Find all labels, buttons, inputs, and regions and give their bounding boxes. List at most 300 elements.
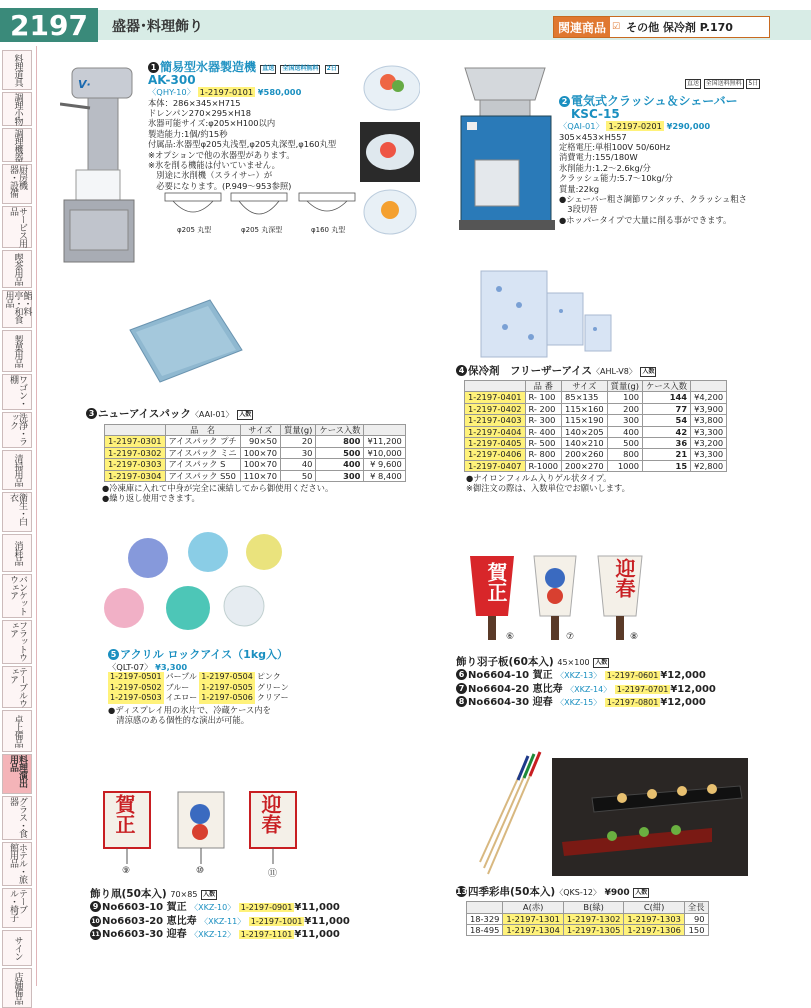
sidebar-tab[interactable]: 店舗備品 [2,968,32,1008]
spec-line: ●ホッパータイプで大量に削る事ができます。 [559,214,732,225]
table-cell: 200×260 [562,449,608,460]
hagoita-text: 賀正 [484,562,508,602]
price: ¥3,300 [155,661,188,672]
list-item [90,915,410,929]
column-header: サイズ [240,425,280,436]
table-cell: 400 [316,459,364,470]
jan-code: 1-2197-0201 [608,121,662,132]
sidebar-tab[interactable]: サイン [2,930,32,966]
table-cell: 1-2197-1301 [503,913,564,924]
table-cell: 1-2197-0302 [105,447,166,458]
column-header: C(紺) [624,902,685,913]
item-label: ⑪ [268,869,278,879]
size: 45×100 [557,658,590,667]
table-row [108,683,291,694]
table-cell: 1-2197-0301 [105,436,166,447]
spec-line: ※氷を削る機能は付いていません。 [148,159,280,170]
table-cell: 1-2197-0502 [110,682,162,692]
table-cell: R- 100 [525,392,562,403]
hagoita-image [470,552,670,642]
sidebar-tab[interactable]: 鮨・料亭・和食用品 [2,290,32,328]
column-header [105,425,166,436]
product-code: 〈QAI-01〉 [559,121,604,132]
lead-time-tag: 5日 [748,80,759,87]
table-cell: 1-2197-0405 [465,437,526,448]
table-cell: 110×70 [240,470,280,481]
spec-line: 氷削能力:1.2〜2.6kg/分 [559,162,651,173]
quantity-badge: 入数 [635,889,648,896]
item-label: ⑦ [566,632,575,642]
column-header: B(緑) [563,902,624,913]
table-cell: 18-495 [467,924,503,935]
price: ¥580,000 [257,87,302,98]
hagoita-section [456,656,776,710]
spec-line: 305×453×H557 [559,131,627,142]
related-label: 関連商品 [554,17,610,37]
svg-text:V·: V· [78,78,91,91]
table-cell: 21 [643,449,691,460]
table-cell: R- 500 [525,437,562,448]
table-cell: 90×50 [240,436,280,447]
jan-code: 1-2197-0901 [240,903,293,913]
table-cell: R- 300 [525,415,562,426]
table-cell: 1-2197-0403 [465,415,526,426]
table-cell: アイスパック ミニ [165,447,240,458]
list-item [90,901,410,915]
table-cell: ¥4,200 [691,392,727,403]
column-header: 全長 [684,902,708,913]
list-item [456,683,776,697]
table-row [467,924,709,935]
price: ¥11,000 [294,902,340,914]
mold-diagram [163,187,363,235]
table-cell: 1-2197-0402 [465,403,526,414]
free-shipping-tag: 全国送料無料 [282,65,319,72]
table-cell: ¥3,300 [691,426,727,437]
product-number-badge: 3 [86,408,97,419]
product-3 [86,408,402,504]
product-code: 〈AAI-01〉 [190,410,234,419]
product-code: 〈AHL-V8〉 [592,367,637,376]
table-cell: 144 [643,392,691,403]
related-products-link[interactable] [553,16,770,38]
quantity-badge: 入数 [642,368,655,375]
sidebar-tab[interactable]: テーブルウェア [2,666,32,708]
product-name: アクリル ロックアイス（1kg入） [120,648,289,661]
column-header: サイズ [562,381,608,392]
product-2 [559,78,759,225]
lead-time-tag: 2日 [326,65,337,72]
note-line: ●ディスプレイ用の氷片で、冷蔵ケース内を [108,704,271,715]
column-header: 質量(g) [281,425,316,436]
price: ¥11,000 [294,929,340,941]
kite-list [90,901,410,942]
note-line: ●ナイロンフィルム入りゲル状タイプ。 [466,473,612,483]
product-number-badge: 13 [456,887,468,896]
jan-code: 1-2197-0701 [616,684,669,694]
sidebar-tab[interactable]: 調理機器 [2,128,32,162]
spec-line: ●シェーバー粗さ調節ワンタッチ、クラッシュ粗さ [559,193,747,204]
table-cell: ¥3,300 [691,449,727,460]
column-header: 品 番 [525,381,562,392]
table-cell: ¥3,200 [691,437,727,448]
product-name: 四季彩串(50本入) [468,886,556,898]
jan-code: 1-2197-0601 [606,671,659,681]
check-icon: ☑ [612,22,621,32]
rock-ice-image [98,528,298,638]
table-cell: ¥11,200 [364,436,405,447]
model: No6603-20 [102,915,164,927]
table-cell: 100×70 [240,447,280,458]
notes [108,705,348,726]
size: 70×85 [170,890,198,899]
table-cell: アイスパック S50 [165,470,240,481]
mold-label: φ160 丸型 [311,226,346,234]
table-cell: 1-2197-0504 [201,672,253,682]
spec-line: 必要になります。(P.949〜953参照) [148,180,292,191]
table-cell: アイスパック S [165,459,240,470]
table-cell: ピンク [256,672,281,682]
product-code: 〈XKZ-13〉 [556,671,602,681]
table-cell: 100×70 [240,459,280,470]
spec-line: 付属品:氷器型φ205丸浅型,φ205丸深型,φ160丸型 [148,139,337,150]
note-line: ●繰り返し使用できます。 [102,493,200,504]
kite-image [100,790,300,880]
quantity-badge: 入数 [203,891,216,898]
kite-text: 迎春 [258,794,282,834]
column-header [465,381,526,392]
table-row [467,913,709,924]
direct-ship-tag: 直送 [262,65,275,72]
section-title: 盛器･料理飾り [112,19,203,35]
product-code: 〈QKS-12〉 [555,888,601,897]
freezer-ice-image [475,265,615,365]
table-cell: 1-2197-0501 [110,672,162,682]
model: No6604-30 [468,697,530,709]
model: No6603-10 [102,902,164,914]
hagoita-text: 迎春 [612,558,636,598]
jan-code: 1-2197-1001 [250,916,303,926]
product-number-badge: 5 [108,649,119,660]
notes [466,473,766,494]
product-model: KSC-15 [571,107,620,122]
table-row [465,449,727,460]
product-code: 〈QLT-07〉 [108,661,153,672]
quantity-badge: 入数 [595,659,608,666]
sidebar-tab[interactable]: フラットウェア [2,620,32,664]
category-sidebar [0,46,34,1004]
column-header [364,425,405,436]
table-cell: 1-2197-1305 [563,924,624,935]
table-cell: 1-2197-0401 [465,392,526,403]
table-cell: 42 [643,426,691,437]
table-cell: 20 [281,436,316,447]
table-cell: クリアー [256,693,289,703]
column-header: ケース入数 [643,381,691,392]
table-row [465,460,727,471]
free-shipping-tag: 全国送料無料 [705,80,742,87]
table-cell: 40 [281,459,316,470]
mold-label: φ205 丸深型 [241,226,283,234]
skewer-dish-photo [552,758,748,876]
table-row [105,470,406,481]
product-1 [148,61,360,191]
column-header: A(赤) [503,902,564,913]
product-model: AK-300 [148,73,196,88]
spec-line: 3段切替 [559,204,598,215]
table-cell: 18-329 [467,913,503,924]
table-cell: 200×270 [562,460,608,471]
model: No6603-30 [102,929,164,941]
ice-shaver-image [455,60,560,235]
sidebar-tab[interactable]: 卓上備品 [2,710,32,752]
table-cell: 1-2197-0406 [465,449,526,460]
note-line: 清涼感のある個性的な演出が可能。 [108,714,250,725]
table-cell: 300 [607,415,642,426]
spec-line: 別途に氷削機（スライサー）が [148,170,273,181]
item-name: 賀正 [166,902,187,914]
table-cell: 50 [281,470,316,481]
price: ¥900 [604,888,630,898]
item-name: 迎春 [532,697,553,709]
table-cell: 800 [316,436,364,447]
note-line: ※御注文の際は、入数単位でお願いします。 [466,483,630,494]
table-cell: 115×190 [562,415,608,426]
table-cell: ブルー [165,682,190,692]
table-cell: 1-2197-1303 [624,913,685,924]
product-code: 〈XKZ-11〉 [200,916,246,926]
table-cell: 1-2197-0505 [201,682,253,692]
spec-line: 質量:22kg [559,183,600,194]
product-5 [108,648,348,725]
item-label: ⑥ [506,632,515,642]
product-code: 〈XKZ-10〉 [190,903,236,913]
mold-label: φ205 丸型 [177,226,212,234]
product-number-badge: 11 [91,931,100,939]
table-cell: 1-2197-1304 [503,924,564,935]
product-5-table [108,672,291,704]
item-label: ⑨ [122,866,131,876]
sidebar-tab[interactable]: 厨房機器・設備 [2,164,32,204]
price: ¥12,000 [660,697,706,709]
product-number-badge: 4 [456,365,467,376]
product-3-table [104,424,406,482]
product-name: 簡易型氷器製造機 [160,60,257,74]
sidebar-tab[interactable]: 消耗品 [2,534,32,572]
related-text: その他 保冷剤 P.170 [626,21,733,34]
sidebar-tab[interactable]: ワゴン・棚 [2,374,32,410]
jan-code: 1-2197-0801 [606,698,659,708]
item-name: 恵比寿 [532,683,563,695]
sidebar-tab[interactable]: テーブル・椅子 [2,888,32,928]
spec-line: 消費電力:155/180W [559,152,638,163]
spec-line: ドレンパン270×295×H18 [148,108,252,119]
product-13-table [466,901,709,936]
sidebar-tab[interactable]: 調理小物 [2,92,32,126]
table-cell: 54 [643,415,691,426]
column-header [691,381,727,392]
product-number-badge: 7 [456,683,467,694]
spec-list [148,98,360,191]
list-item [456,696,776,710]
column-header: 品 名 [165,425,240,436]
sidebar-tab[interactable]: 料理道具 [2,50,32,90]
table-row [105,436,406,447]
product-number-badge: 10 [91,917,100,925]
kite-text: 賀正 [112,794,136,834]
sidebar-tab[interactable]: グラス・食器 [2,796,32,840]
table-cell: 77 [643,403,691,414]
spec-list [559,132,759,225]
price: ¥290,000 [666,121,711,132]
spec-line: ※オプションで他の氷器型があります。 [148,149,295,160]
column-header: ケース入数 [316,425,364,436]
table-cell: ¥3,900 [691,403,727,414]
table-cell: 85×135 [562,392,608,403]
item-name: 賀正 [532,670,553,682]
list-item [90,928,410,942]
table-cell: 90 [684,913,708,924]
product-number-badge: 8 [456,696,467,707]
table-row [108,693,291,704]
hagoita-list [456,669,776,710]
spec-line: クラッシュ能力:5.7〜10kg/分 [559,173,673,184]
table-cell: R- 400 [525,426,562,437]
table-cell: R- 200 [525,403,562,414]
page-number: 2197 [0,8,98,42]
table-row [465,415,727,426]
price: ¥11,000 [304,915,350,927]
table-cell: R-1000 [525,460,562,471]
ice-mold-machine-image [60,60,150,270]
model: No6604-20 [468,683,530,695]
price: ¥12,000 [660,670,706,682]
table-cell: アイスパック プチ [165,436,240,447]
product-13 [456,886,776,936]
column-header: 質量(g) [607,381,642,392]
table-cell: 115×160 [562,403,608,414]
product-name: 電気式クラッシュ＆シェーバー [571,94,738,108]
kite-section [90,888,410,942]
product-name: ニューアイスパック [98,408,191,420]
product-name: 保冷剤 フリーザーアイス [468,365,593,377]
sidebar-tab[interactable]: 衛生・白衣 [2,492,32,532]
section-name: 飾り羽子板(60本入) [456,656,554,668]
table-cell: 1000 [607,460,642,471]
product-4 [456,365,766,494]
section-name: 飾り凧(50本入) [90,888,167,900]
sidebar-tab[interactable]: 喫茶用品 [2,250,32,288]
sidebar-tab[interactable]: 清掃用品 [2,450,32,490]
model: No6604-10 [468,670,530,682]
spec-line: 本体：286×345×H715 [148,97,241,108]
note-line: ●冷凍庫に入れて中身が完全に凍結してから御使用ください。 [102,482,334,493]
table-cell: パープル [165,672,197,682]
table-cell: 1-2197-0407 [465,460,526,471]
jan-code: 1-2197-0101 [199,87,254,98]
table-cell: 500 [316,447,364,458]
table-cell: ¥3,800 [691,415,727,426]
page-header [0,0,811,44]
quantity-badge: 入数 [239,411,252,418]
product-number-badge: 6 [456,669,467,680]
product-code: 〈QHY-10〉 [148,87,195,98]
table-cell: ¥2,800 [691,460,727,471]
table-cell: グリーン [256,682,289,692]
product-code: 〈XKZ-12〉 [190,930,236,940]
table-row [465,392,727,403]
table-cell: 1-2197-0506 [201,693,253,703]
product-4-table [464,380,727,472]
table-cell: 1-2197-1306 [624,924,685,935]
table-row [465,426,727,437]
product-number-badge: 1 [148,62,159,73]
sidebar-tab[interactable]: 料理演出用品 [2,754,32,794]
skewer-image [478,748,548,878]
table-cell: 15 [643,460,691,471]
notes [102,483,386,504]
spec-line: 製造能力:1個/約15秒 [148,128,228,139]
direct-ship-tag: 直送 [687,80,700,87]
product-code: 〈XKZ-15〉 [556,698,602,708]
table-cell: 400 [607,426,642,437]
sidebar-tab[interactable]: ホテル・旅館用品 [2,842,32,886]
table-cell: ¥ 8,400 [364,470,405,481]
item-label: ⑩ [196,866,205,876]
sidebar-tab[interactable]: バンケットウェア [2,574,32,618]
table-row [105,447,406,458]
table-cell: イエロー [165,693,198,703]
table-cell: 140×210 [562,437,608,448]
sidebar-divider [36,46,37,986]
product-number-badge: 2 [559,96,570,107]
column-header [467,902,503,913]
table-cell: 1-2197-0404 [465,426,526,437]
table-cell: 200 [607,403,642,414]
table-cell: ¥10,000 [364,447,405,458]
spec-line: 定格電圧:単相100V 50/60Hz [559,142,671,153]
table-cell: 500 [607,437,642,448]
table-cell: 1-2197-0304 [105,470,166,481]
table-cell: 1-2197-0503 [110,693,162,703]
table-cell: ¥ 9,600 [364,459,405,470]
product-code: 〈XKZ-14〉 [566,684,612,694]
table-cell: 1-2197-0303 [105,459,166,470]
table-row [108,672,291,683]
table-cell: 800 [607,449,642,460]
jan-code: 1-2197-1101 [240,930,293,940]
table-cell: 150 [684,924,708,935]
table-cell: R- 800 [525,449,562,460]
item-label: ⑧ [630,632,639,642]
ice-pack-image [110,290,250,390]
sidebar-tab[interactable]: サービス用品 [2,206,32,248]
table-cell: 140×205 [562,426,608,437]
item-name: 恵比寿 [166,915,197,927]
table-row [465,437,727,448]
list-item [456,669,776,683]
table-cell: 1-2197-1302 [563,913,624,924]
price: ¥12,000 [670,683,716,695]
sidebar-tab[interactable]: 洗浄・ラック [2,412,32,448]
table-cell: 100 [607,392,642,403]
table-cell: 30 [281,447,316,458]
sidebar-tab[interactable]: 製菓用品 [2,330,32,372]
ice-bowl-photos [360,60,420,240]
product-number-badge: 9 [90,901,101,912]
table-row [465,403,727,414]
table-cell: 36 [643,437,691,448]
